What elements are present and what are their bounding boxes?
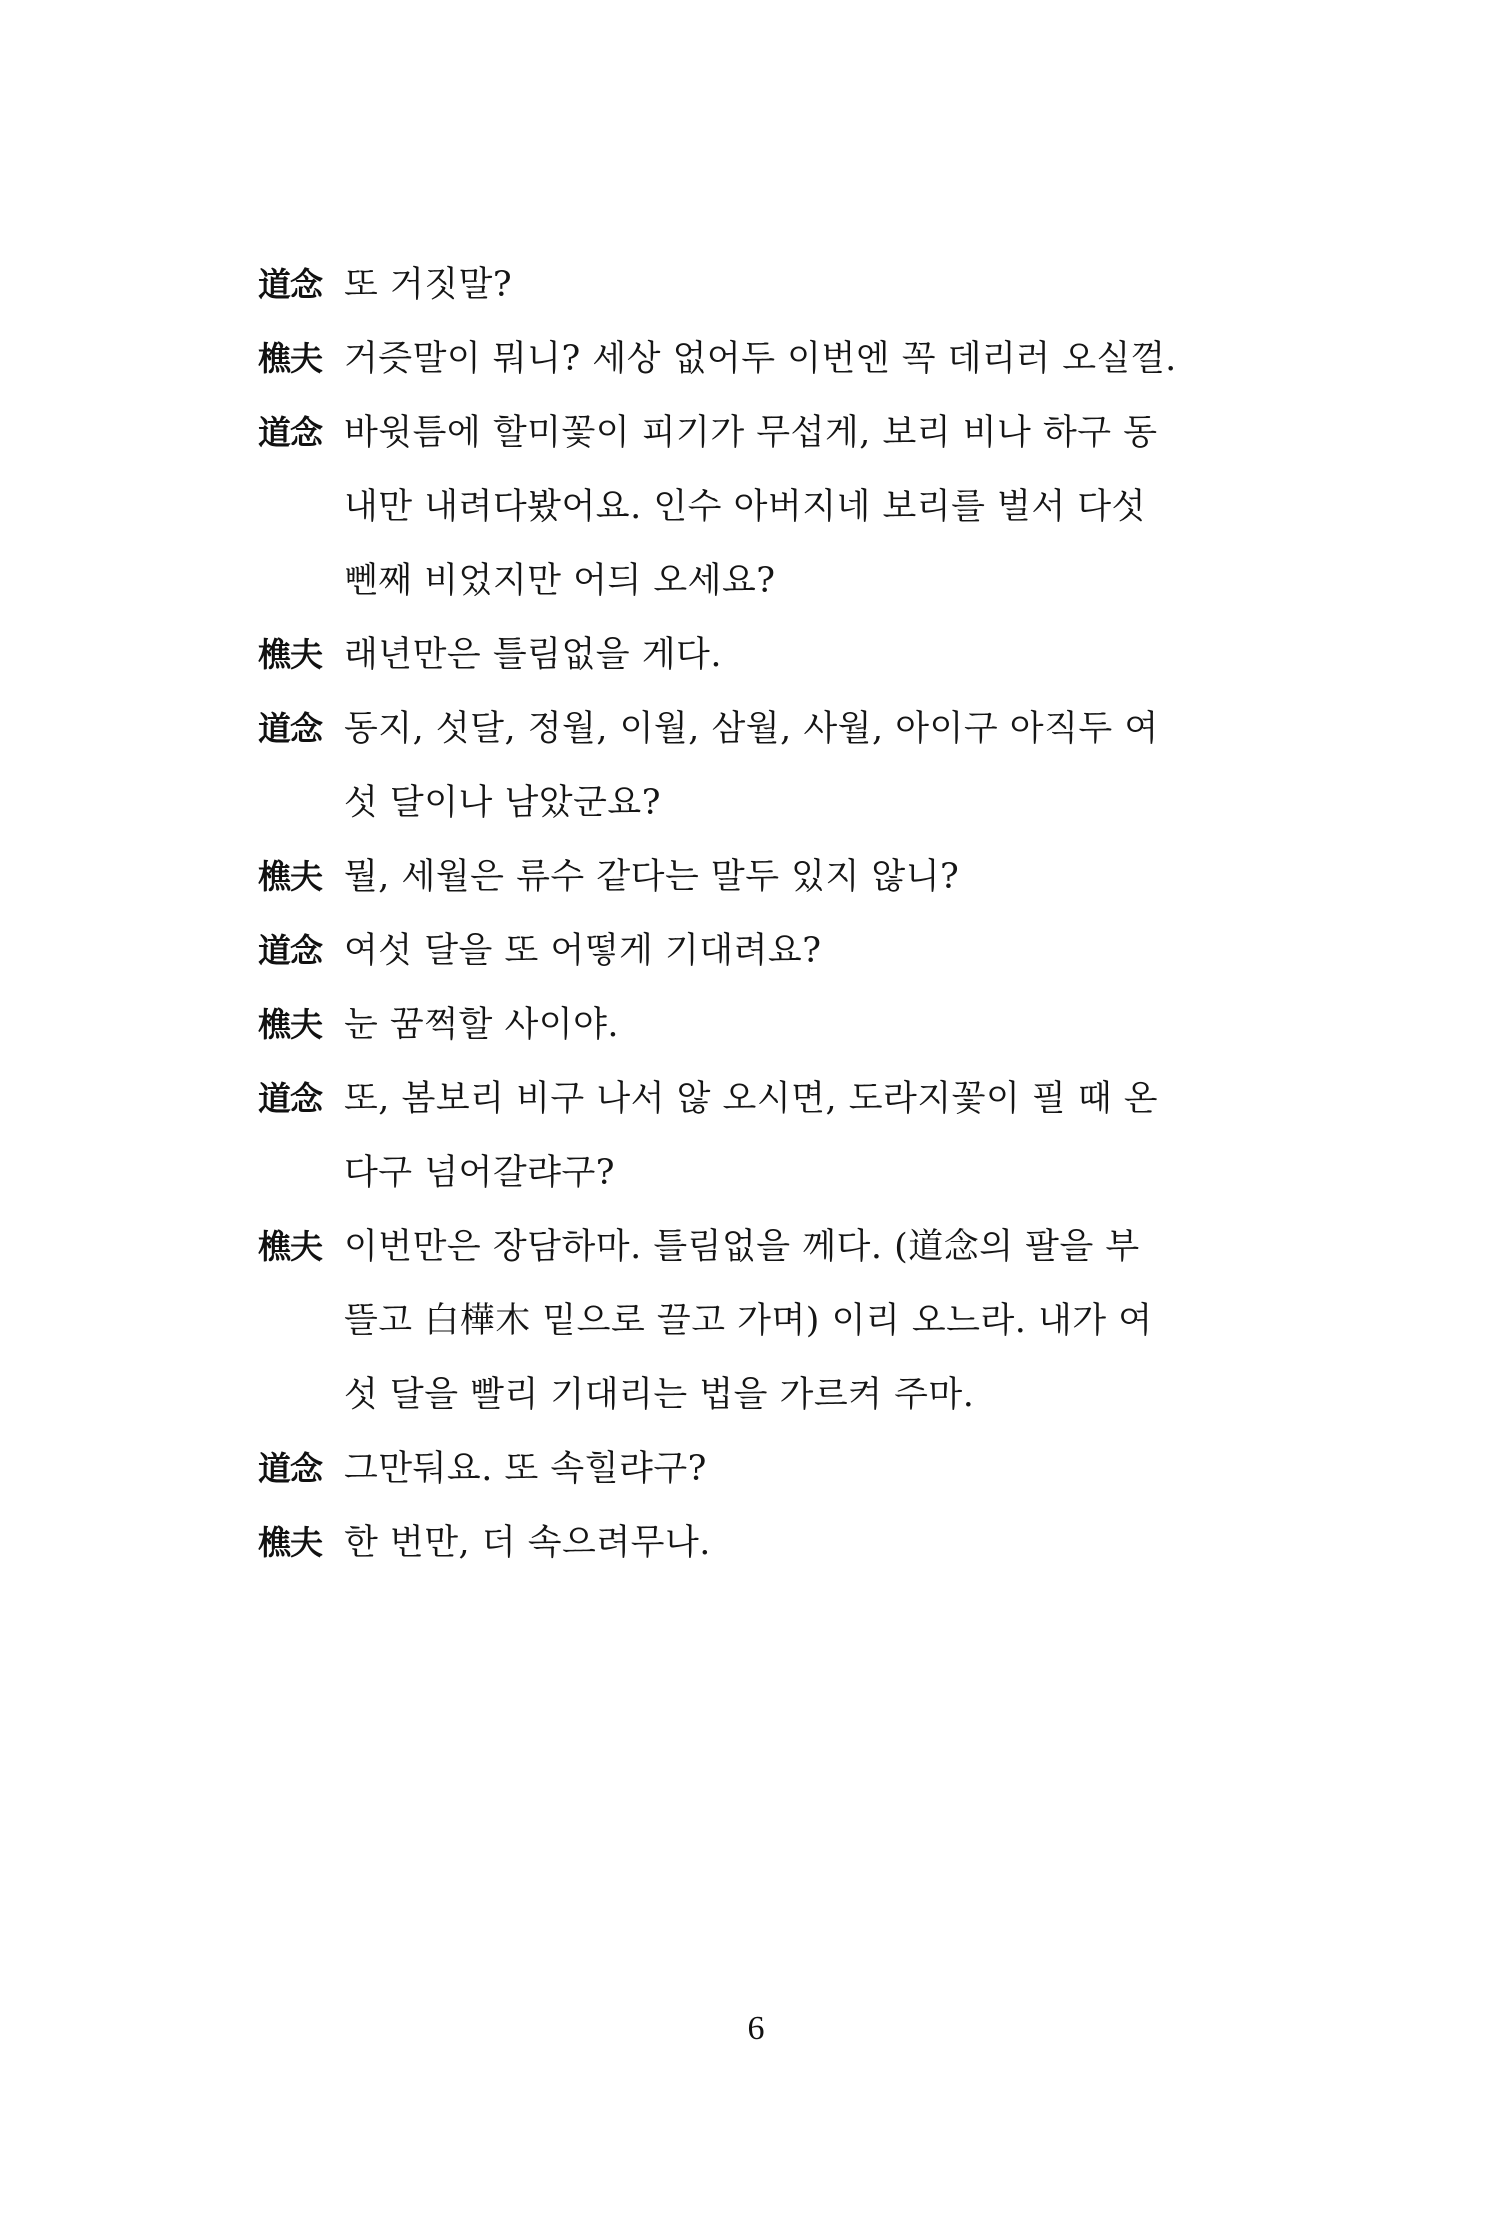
speaker-label: 樵夫 (258, 339, 322, 378)
dialogue-line: 내만 내려다봤어요. 인수 아버지네 보리를 벌서 다섯 (344, 487, 1146, 527)
speech-block (258, 988, 1258, 1062)
dialogue-line: 거즛말이 뭐니? 세상 없어두 이번엔 꼭 데리러 오실껄. (344, 339, 1177, 379)
speaker-label: 樵夫 (258, 857, 322, 896)
dialogue-line: 동지, 섯달, 정월, 이월, 삼월, 사월, 아이구 아직두 여 (344, 709, 1159, 749)
speech-block (258, 1210, 1258, 1432)
dialogue (344, 840, 1258, 914)
speaker-label: 道念 (258, 1449, 322, 1488)
speaker-label: 道念 (258, 709, 322, 748)
speaker-label: 道念 (258, 931, 322, 970)
dialogue-line: 뻰째 비었지만 어듸 오세요? (344, 561, 776, 601)
play-script (258, 248, 1258, 1580)
dialogue-line: 섯 달이나 남았군요? (344, 783, 661, 823)
speech-block (258, 618, 1258, 692)
speaker-label: 道念 (258, 413, 322, 452)
speaker-label: 樵夫 (258, 635, 322, 674)
dialogue-line: 그만둬요. 또 속힐랴구? (344, 1449, 707, 1489)
speaker-label: 道念 (258, 1079, 322, 1118)
speaker-label: 道念 (258, 265, 322, 304)
speaker-label: 樵夫 (258, 1227, 322, 1266)
dialogue-line: 뜰고 白樺木 밑으로 끌고 가며) 이리 오느라. 내가 여 (344, 1301, 1153, 1341)
dialogue-line: 뭘, 세월은 류수 같다는 말두 있지 않니? (344, 857, 960, 897)
dialogue-line: 래년만은 틀림없을 게다. (344, 635, 722, 675)
dialogue (344, 1062, 1258, 1210)
dialogue-line: 섯 달을 빨리 기대리는 법을 가르켜 주마. (344, 1375, 975, 1415)
dialogue (344, 1210, 1258, 1432)
dialogue (344, 396, 1258, 618)
speech-block (258, 322, 1258, 396)
speech-block (258, 914, 1258, 988)
dialogue-line: 또, 봄보리 비구 나서 않 오시면, 도라지꽃이 필 때 온 (344, 1079, 1159, 1119)
dialogue-line: 눈 꿈쩍할 사이야. (344, 1005, 620, 1045)
speech-block (258, 1506, 1258, 1580)
dialogue (344, 618, 1258, 692)
speaker-label: 樵夫 (258, 1005, 322, 1044)
speech-block (258, 1432, 1258, 1506)
speaker-label: 樵夫 (258, 1523, 322, 1562)
speech-block (258, 840, 1258, 914)
dialogue (344, 1432, 1258, 1506)
dialogue-line: 또 거짓말? (344, 265, 513, 305)
dialogue (344, 692, 1258, 840)
dialogue (344, 988, 1258, 1062)
dialogue-line: 한 번만, 더 속으려무나. (344, 1523, 711, 1563)
speech-block (258, 1062, 1258, 1210)
speech-block (258, 692, 1258, 840)
dialogue (344, 1506, 1258, 1580)
dialogue-line: 이번만은 장담하마. 틀림없을 께다. (道念의 팔을 부 (344, 1227, 1140, 1267)
page-number: 6 (747, 2010, 765, 2047)
speech-block (258, 396, 1258, 618)
speech-block (258, 248, 1258, 322)
dialogue (344, 248, 1258, 322)
dialogue (344, 914, 1258, 988)
dialogue-line: 바윗틈에 할미꽃이 피기가 무섭게, 보리 비나 하구 동 (344, 413, 1158, 453)
dialogue (344, 322, 1258, 396)
dialogue-line: 다구 넘어갈랴구? (344, 1153, 616, 1193)
dialogue-line: 여섯 달을 또 어떻게 기대려요? (344, 931, 822, 971)
